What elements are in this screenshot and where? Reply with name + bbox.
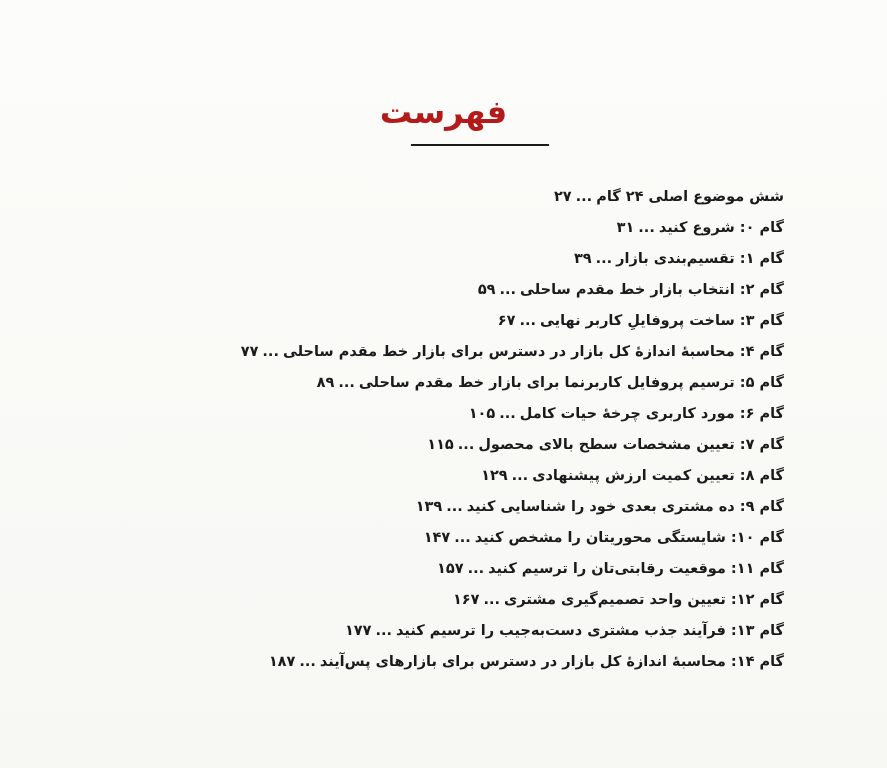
toc-entry-label: گام ۸: تعیین کمیت ارزش پیشنهادی xyxy=(532,468,784,484)
toc-entry-page: ۲۷ xyxy=(553,189,572,205)
toc-entry-label: گام ۱۰: شایستگی محوریتان را مشخص کنید xyxy=(474,530,784,546)
toc-entry-page: ۵۹ xyxy=(477,282,496,298)
toc-entry-page: ۳۹ xyxy=(573,251,592,267)
toc-entry-separator: ... xyxy=(499,406,516,422)
toc-entry-4 xyxy=(264,306,784,337)
toc-entry-15 xyxy=(264,647,784,678)
toc-entry-12 xyxy=(264,554,784,585)
toc-entry-13 xyxy=(264,585,784,616)
toc-entry-separator: ... xyxy=(446,499,463,515)
toc-entry-label: گام ۶: مورد کاربری چرخهٔ حیات کامل xyxy=(519,406,784,422)
toc-entry-page: ۱۶۷ xyxy=(452,592,480,608)
toc-entry-page: ۱۱۵ xyxy=(427,437,454,453)
toc-entry-separator: ... xyxy=(638,220,655,236)
toc-entry-label: شش موضوع اصلی ۲۴ گام xyxy=(596,189,784,205)
toc-entry-label: گام ۰: شروع کنید xyxy=(658,220,784,236)
toc-entry-7 xyxy=(264,399,784,430)
toc-entry-6 xyxy=(264,368,784,399)
toc-entry-separator: ... xyxy=(575,189,593,205)
toc-list xyxy=(240,182,784,678)
toc-entry-separator: ... xyxy=(483,592,501,608)
toc-entry-label: گام ۲: انتخاب بازار خط مقدم ساحلی xyxy=(520,282,784,298)
toc-entry-label: گام ۴: محاسبهٔ اندازهٔ کل بازار در دسترس برای بازار خط مقدم ساحلی xyxy=(282,344,784,360)
toc-entry-separator: ... xyxy=(262,344,279,360)
toc-entry-9 xyxy=(264,461,784,492)
toc-entry-0 xyxy=(264,182,784,213)
toc-entry-separator: ... xyxy=(499,282,517,298)
toc-entry-page: ۳۱ xyxy=(616,220,635,236)
toc-entry-11 xyxy=(264,523,784,554)
toc-entry-separator: ... xyxy=(454,530,471,546)
toc-entry-separator: ... xyxy=(299,654,316,670)
toc-entry-label: گام ۱۴: محاسبهٔ اندازهٔ کل بازار در دسترس برای بازارهای پس‌آیند xyxy=(319,654,784,670)
toc-entry-label: گام ۱۱: موقعیت رقابتی‌تان را ترسیم کنید xyxy=(488,561,784,577)
toc-entry-page: ۸۹ xyxy=(316,375,335,391)
toc-entry-separator: ... xyxy=(519,313,536,329)
toc-entry-label: گام ۹: ده مشتری بعدی خود را شناسایی کنید xyxy=(466,499,784,515)
title-wrapper xyxy=(0,92,887,132)
toc-entry-separator: ... xyxy=(595,251,613,267)
toc-entry-label: گام ۵: ترسیم پروفایل کاربرنما برای بازار خط مقدم ساحلی xyxy=(358,375,784,391)
toc-entry-3 xyxy=(264,275,784,306)
toc-entry-separator: ... xyxy=(467,561,485,577)
toc-entry-label: گام ۳: ساخت پروفایلِ کاربر نهایی xyxy=(540,313,784,329)
toc-entry-label: گام ۱: تقسیم‌بندی بازار xyxy=(616,251,784,267)
toc-entry-page: ۶۷ xyxy=(497,313,516,329)
toc-entry-1 xyxy=(264,213,784,244)
toc-entry-5 xyxy=(240,337,784,368)
toc-entry-page: ۱۰۵ xyxy=(468,406,496,422)
toc-entry-separator: ... xyxy=(457,437,475,453)
toc-entry-page: ۱۲۹ xyxy=(481,468,508,484)
title-underline xyxy=(411,144,549,146)
toc-entry-10 xyxy=(264,492,784,523)
toc-entry-page: ۱۸۷ xyxy=(268,654,296,670)
toc-entry-separator: ... xyxy=(511,468,529,484)
toc-entry-label: گام ۷: تعیین مشخصات سطح بالای محصول xyxy=(478,437,784,453)
toc-entry-label: گام ۱۳: فرآیند جذب مشتری دست‌به‌جیب را ترسیم کنید xyxy=(396,623,784,639)
page-title: فهرست xyxy=(379,93,508,131)
toc-entry-separator: ... xyxy=(338,375,355,391)
toc-entry-page: ۱۷۷ xyxy=(344,623,372,639)
toc-entry-label: گام ۱۲: تعیین واحد تصمیم‌گیری مشتری xyxy=(504,592,784,608)
toc-entry-8 xyxy=(264,430,784,461)
toc-entry-page: ۱۳۹ xyxy=(415,499,443,515)
toc-entry-page: ۱۵۷ xyxy=(437,561,464,577)
toc-entry-2 xyxy=(264,244,784,275)
toc-entry-page: ۱۴۷ xyxy=(423,530,451,546)
toc-entry-14 xyxy=(264,616,784,647)
toc-entry-separator: ... xyxy=(375,623,393,639)
toc-entry-page: ۷۷ xyxy=(240,344,259,360)
